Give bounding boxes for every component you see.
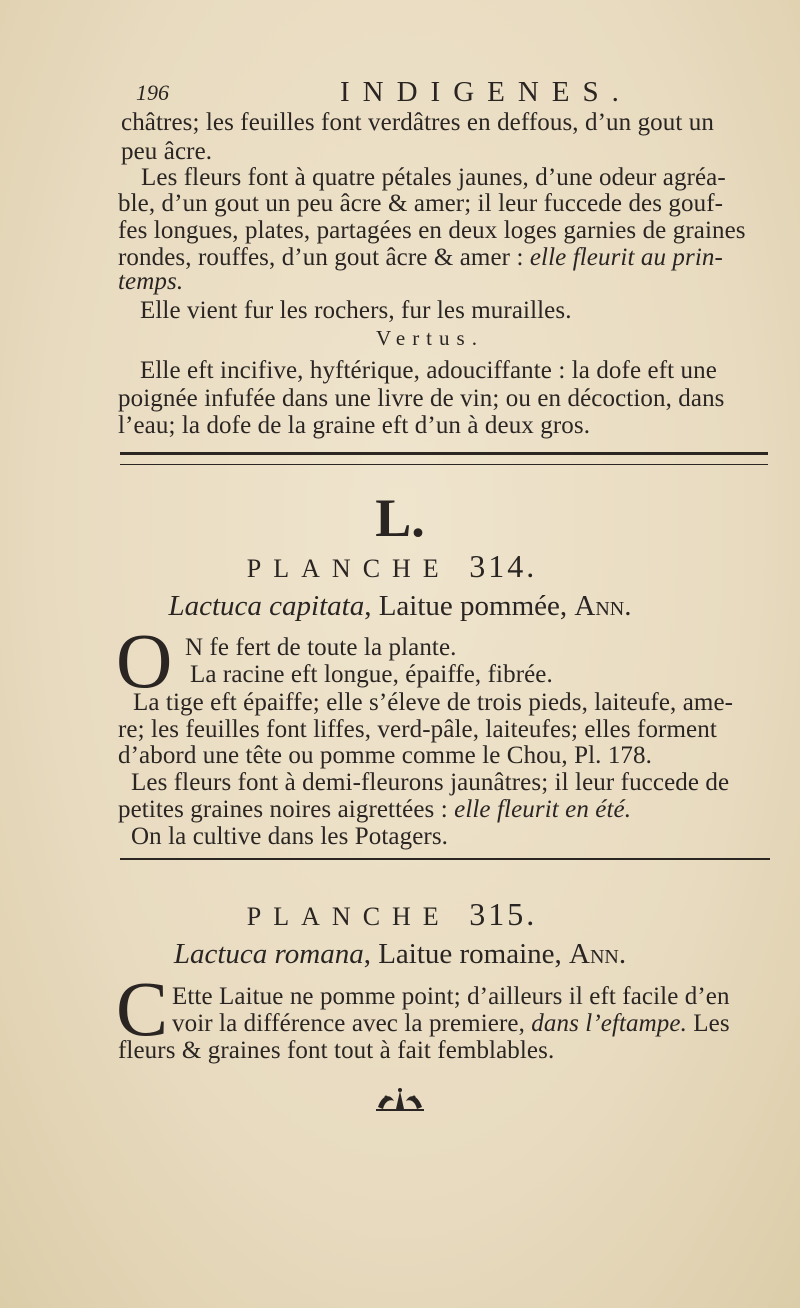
printer-fleuron-icon (370, 1085, 430, 1115)
text-line: fes longues, plates, partagées en deux loges garnies de graines (118, 217, 746, 244)
species-authority: Ann. (574, 590, 632, 622)
text-line (172, 1009, 800, 1039)
plate-reference: dans l’eftampe. (531, 1010, 687, 1037)
species-french-name: , Laitue pommée, (364, 590, 575, 622)
plate-heading (0, 548, 792, 585)
flowering-note-continued: temps. (118, 268, 184, 295)
species-french-name: , Laitue romaine, (363, 938, 570, 970)
section-divider (120, 452, 768, 465)
species-latin-name: Lactuca capitata (168, 590, 365, 622)
text-line: fleurs & graines font tout à fait femblables. (118, 1037, 555, 1064)
text-line: d’abord une tête ou pomme comme le Chou, Pl. 178. (118, 742, 652, 769)
plate-number: 314. (469, 548, 538, 584)
text-line: peu âcre. (121, 138, 213, 165)
text-line: La racine eft longue, épaiffe, fibrée. (190, 661, 553, 688)
text-segment: petites graines noires aigrettées : (118, 796, 448, 823)
text-line (118, 795, 790, 825)
drop-cap: C (116, 965, 169, 1052)
species-authority: Ann. (569, 938, 627, 970)
text-segment: Les (686, 1010, 730, 1037)
section-divider (120, 858, 770, 860)
flowering-note: elle fleurit en été. (454, 796, 632, 823)
text-segment: voir la différence avec la premiere, (172, 1010, 525, 1037)
text-line: poignée infufée dans une livre de vin; ou en décoction, dans (118, 385, 725, 412)
text-line: On la cultive dans les Potagers. (131, 823, 449, 850)
page-number: 196 (136, 80, 169, 105)
text-line: re; les feuilles font liffes, verd-pâle, laiteufes; elles forment (118, 716, 717, 743)
section-letter: L. (375, 488, 425, 548)
text-line: Ette Laitue ne pomme point; d’ailleurs il eft facile d’en (172, 983, 730, 1010)
text-line: La tige eft épaiffe; elle s’éleve de trois pieds, laiteufe, ame- (133, 689, 734, 716)
plate-heading (0, 896, 792, 933)
drop-cap: O (116, 617, 173, 704)
flowering-note: elle fleurit au prin- (529, 244, 723, 271)
text-line: Elle vient fur les rochers, fur les murailles. (140, 297, 572, 324)
running-head (118, 78, 678, 112)
text-line: l’eau; la dofe de la graine eft d’un à deux gros. (118, 412, 591, 439)
text-segment: rondes, rouffes, d’un gout âcre & amer : (118, 244, 524, 271)
text-line (118, 267, 790, 297)
species-latin-name: Lactuca romana (173, 938, 364, 970)
plate-label: PLANCHE (246, 554, 451, 583)
text-line: N fe fert de toute la plante. (185, 634, 457, 661)
text-line: ble, d’un gout un peu âcre & amer; il leur fuccede des gouf- (118, 190, 724, 217)
plate-number: 315. (469, 896, 538, 932)
text-line: Elle eft incifive, hyftérique, adouciffante : la dofe eft une (140, 357, 717, 384)
running-title: INDIGENES. (340, 76, 632, 108)
text-line: Les fleurs font à demi-fleurons jaunâtres; il leur fuccede de (131, 769, 730, 796)
plate-label: PLANCHE (246, 902, 451, 931)
vertus-heading: Vertus. (376, 326, 484, 350)
text-line: châtres; les feuilles font verdâtres en deffous, d’un gout un (121, 109, 714, 136)
text-line: Les fleurs font à quatre pétales jaunes, d’une odeur agréa- (141, 164, 726, 191)
